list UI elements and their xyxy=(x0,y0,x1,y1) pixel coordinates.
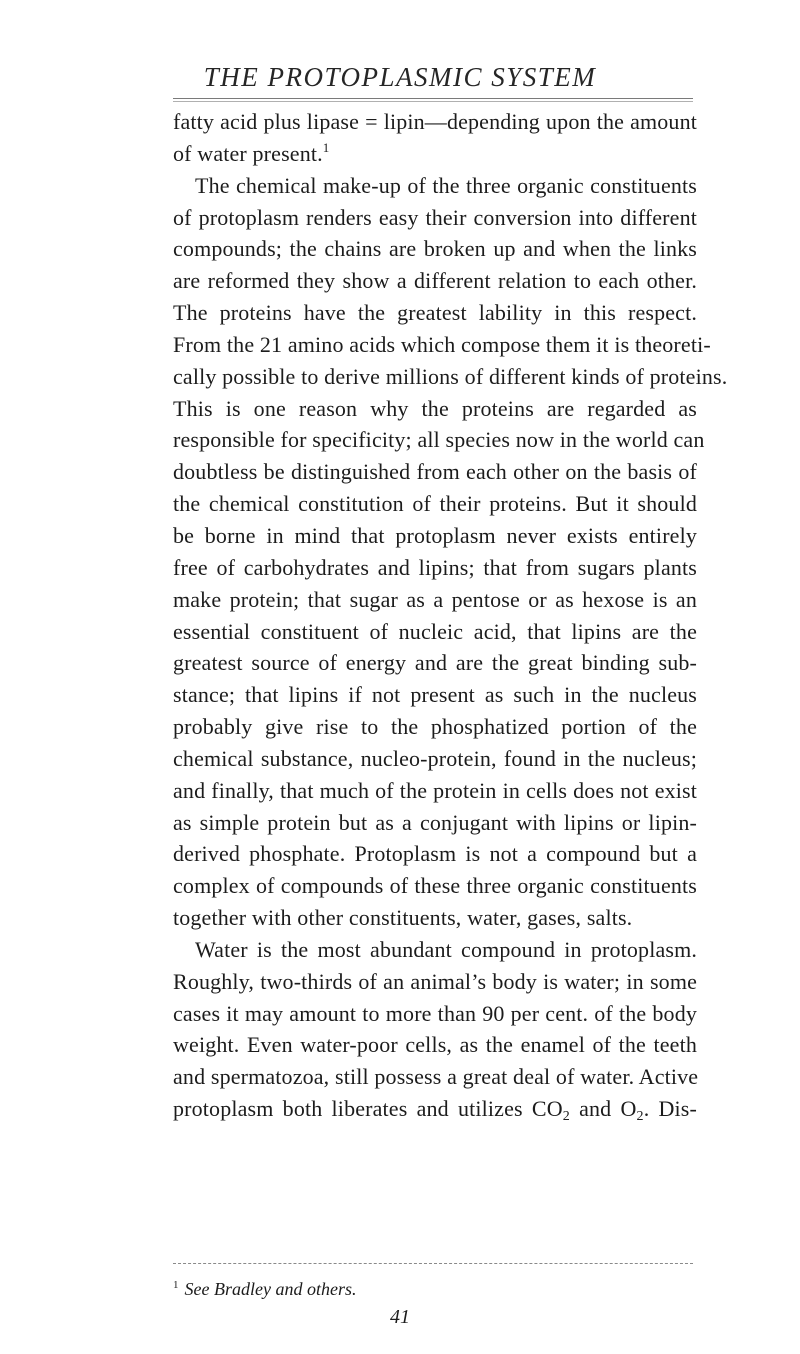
text-line: are reformed they show a different relation to each other. xyxy=(173,268,697,294)
body-text xyxy=(173,106,728,1125)
text-line: of protoplasm renders easy their conversion into different xyxy=(173,204,697,230)
text-line: of water present.$^1$ xyxy=(173,139,330,166)
text-line: essential constituent of nucleic acid, that lipins are the xyxy=(173,618,697,644)
text-line: From the 21 amino acids which compose them it is theoreti- xyxy=(173,331,711,357)
footnote-text: See Bradley and others. xyxy=(184,1279,357,1299)
text-line: free of carbohydrates and lipins; that from sugars plants xyxy=(173,554,697,580)
text-line: and spermatozoa, still possess a great deal of water. Active xyxy=(173,1064,699,1090)
text-line: The proteins have the greatest lability in this respect. xyxy=(173,300,697,326)
footnote-reference: 1 xyxy=(322,139,330,155)
text-line: together with other constituents, water, gases, salts. xyxy=(173,905,633,931)
footnote-marker: 1 xyxy=(173,1279,179,1291)
text-line: cases it may amount to more than 90 per cent. of the body xyxy=(173,1000,697,1026)
text-line: and finally, that much of the protein in cells does not exist xyxy=(173,777,697,803)
text-line: The chemical make-up of the three organic constituents xyxy=(195,172,697,198)
text-line: protoplasm both liberates and utilizes $CO_2$ and $O_2$. Dis- xyxy=(173,1096,697,1125)
page-number: 41 xyxy=(390,1306,410,1328)
text-line: greatest source of energy and are the great binding sub- xyxy=(173,650,697,676)
footnote xyxy=(173,1279,356,1300)
text-line: responsible for specificity; all species now in the world can xyxy=(173,427,705,453)
text-line: as simple protein but as a conjugant with lipins or lipin- xyxy=(173,809,697,835)
text-line: the chemical constitution of their proteins. But it should xyxy=(173,491,697,517)
header-rule xyxy=(173,98,693,102)
text-line: compounds; the chains are broken up and when the links xyxy=(173,236,697,262)
text-line: stance; that lipins if not present as such in the nucleus xyxy=(173,682,697,708)
running-title: THE PROTOPLASMIC SYSTEM xyxy=(203,62,597,92)
text-line: complex of compounds of these three organic constituents xyxy=(173,873,697,899)
text-line: chemical substance, nucleo-protein, found in the nucleus; xyxy=(173,745,697,771)
text-line: be borne in mind that protoplasm never exists entirely xyxy=(173,522,697,548)
text-line: doubtless be distinguished from each other on the basis of xyxy=(173,459,697,485)
footnote-rule xyxy=(173,1263,693,1264)
text-line: weight. Even water-poor cells, as the enamel of the teeth xyxy=(173,1032,697,1058)
text-line: Roughly, two-thirds of an animal’s body is water; in some xyxy=(173,968,697,994)
text-line: probably give rise to the phosphatized portion of the xyxy=(173,714,697,740)
text-line: cally possible to derive millions of different kinds of proteins. xyxy=(173,363,728,389)
text-line: fatty acid plus lipase = lipin—depending upon the amount xyxy=(173,109,697,134)
text-line: Water is the most abundant compound in protoplasm. xyxy=(195,936,697,962)
text-line: derived phosphate. Protoplasm is not a compound but a xyxy=(173,841,697,867)
text-line: This is one reason why the proteins are regarded as xyxy=(173,395,697,421)
text-line: make protein; that sugar as a pentose or as hexose is an xyxy=(173,586,697,612)
